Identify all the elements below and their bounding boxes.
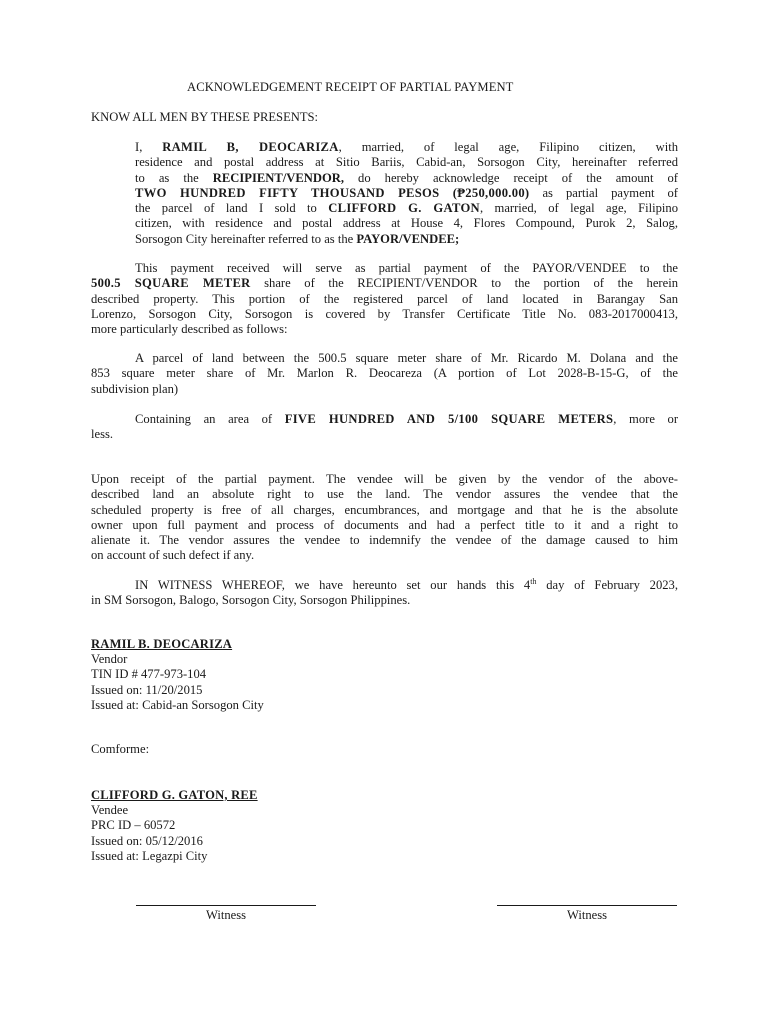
vendee-role: Vendee [91,803,129,818]
amount-in-words: TWO HUNDRED FIFTY THOUSAND PESOS (₱250,000.00) [135,185,530,200]
paragraph-terms: Upon receipt of the partial payment. The vendee will be given by the vendor of the above- described land an absolute right to use the land. The vendor assures the vendee that the scheduled property is free of all charges, encumbrances, and mortgage and that he is the absolute owner upon full payment and process of documents and had a perfect title to it and a right to alienate it. The vendor assures the vendee to indemnify the vendee of the damage caused to him on account of such defect if any. [91,472,678,563]
vendee-prc-id: PRC ID – 60572 [91,818,176,833]
witness-right-label: Witness [566,908,608,922]
document-title: ACKNOWLEDGEMENT RECEIPT OF PARTIAL PAYMENT [187,80,514,94]
vendee-issued-at: Issued at: Legazpi City [91,848,208,863]
vendee-signature-block [91,788,258,864]
recipient-role: RECIPIENT/VENDOR, [212,170,344,185]
conforme-label: Comforme: [91,742,150,756]
vendor-signature-block [91,637,264,713]
vendee-issued-on: Issued on: 05/12/2016 [91,833,203,848]
vendor-role: Vendor [91,652,128,667]
salutation: KNOW ALL MEN BY THESE PRESENTS: [91,110,319,124]
witness-left [136,905,316,923]
payor-role: PAYOR/VENDEE; [356,231,460,246]
witness-right-signature-line [497,905,677,906]
paragraph-land-description: A parcel of land between the 500.5 square meter share of Mr. Ricardo M. Dolana and the 853 square meter share of Mr. Marlon R. Deocareza (A portion of Lot 2028-B-15-G, of the subdivision plan) [91,351,678,396]
vendor-tin-id: TIN ID # 477-973-104 [91,667,207,682]
payor-name-inline: CLIFFORD G. GATON [328,201,480,216]
vendor-issued-at: Issued at: Cabid-an Sorsogon City [91,697,264,712]
area-in-words: FIVE HUNDRED AND 5/100 SQUARE METERS [284,412,614,426]
vendor-name-inline: RAMIL B, DEOCARIZA [162,140,339,154]
paragraph-area: Containing an area of FIVE HUNDRED AND 5/100 SQUARE METERS, more or less. [91,412,679,442]
vendee-name: CLIFFORD G. GATON, REE [91,788,258,802]
document-page [91,0,678,1024]
paragraph-acknowledgement: I, RAMIL B, DEOCARIZA, married, of legal age, Filipino citizen, with residence and postal address at Sitio Bariis, Cabid-an, Sorsogon City, hereinafter referred to as the RECIPIENT/VENDOR, do hereby acknowledge receipt of the amount of TWO HUNDRED FIFTY THOUSAND PESOS (₱250,000.00) as partial payment of the parcel of land I sold to CLIFFORD G. GATON, married, of legal age, Filipino citizen, with residence and postal address at House 4, Flores Compound, Purok 2, Salog, Sorsogon City hereinafter referred to as the PAYOR/VENDEE; [135,140,678,246]
paragraph-payment-purpose: This payment received will serve as partial payment of the PAYOR/VENDEE to the 500.5 SQUARE METER share of the RECIPIENT/VENDOR to the portion of the herein described property. This portion of the registered parcel of land located in Barangay San Lorenzo, Sorsogon City, Sorsogon is covered by Transfer Certificate Title No. 083-2017000413, more particularly described as follows: [91,261,679,337]
witness-left-label: Witness [205,908,247,922]
paragraph-witness-whereof: IN WITNESS WHEREOF, we have hereunto set our hands this 4th day of February 2023, in SM Sorsogon, Balogo, Sorsogon City, Sorsogon Philippines. [91,577,678,608]
witness-right [497,905,677,923]
vendor-name: RAMIL B. DEOCARIZA [91,637,233,651]
witness-left-signature-line [136,905,316,906]
area-share: 500.5 SQUARE METER [91,276,251,291]
vendor-issued-on: Issued on: 11/20/2015 [91,682,203,697]
